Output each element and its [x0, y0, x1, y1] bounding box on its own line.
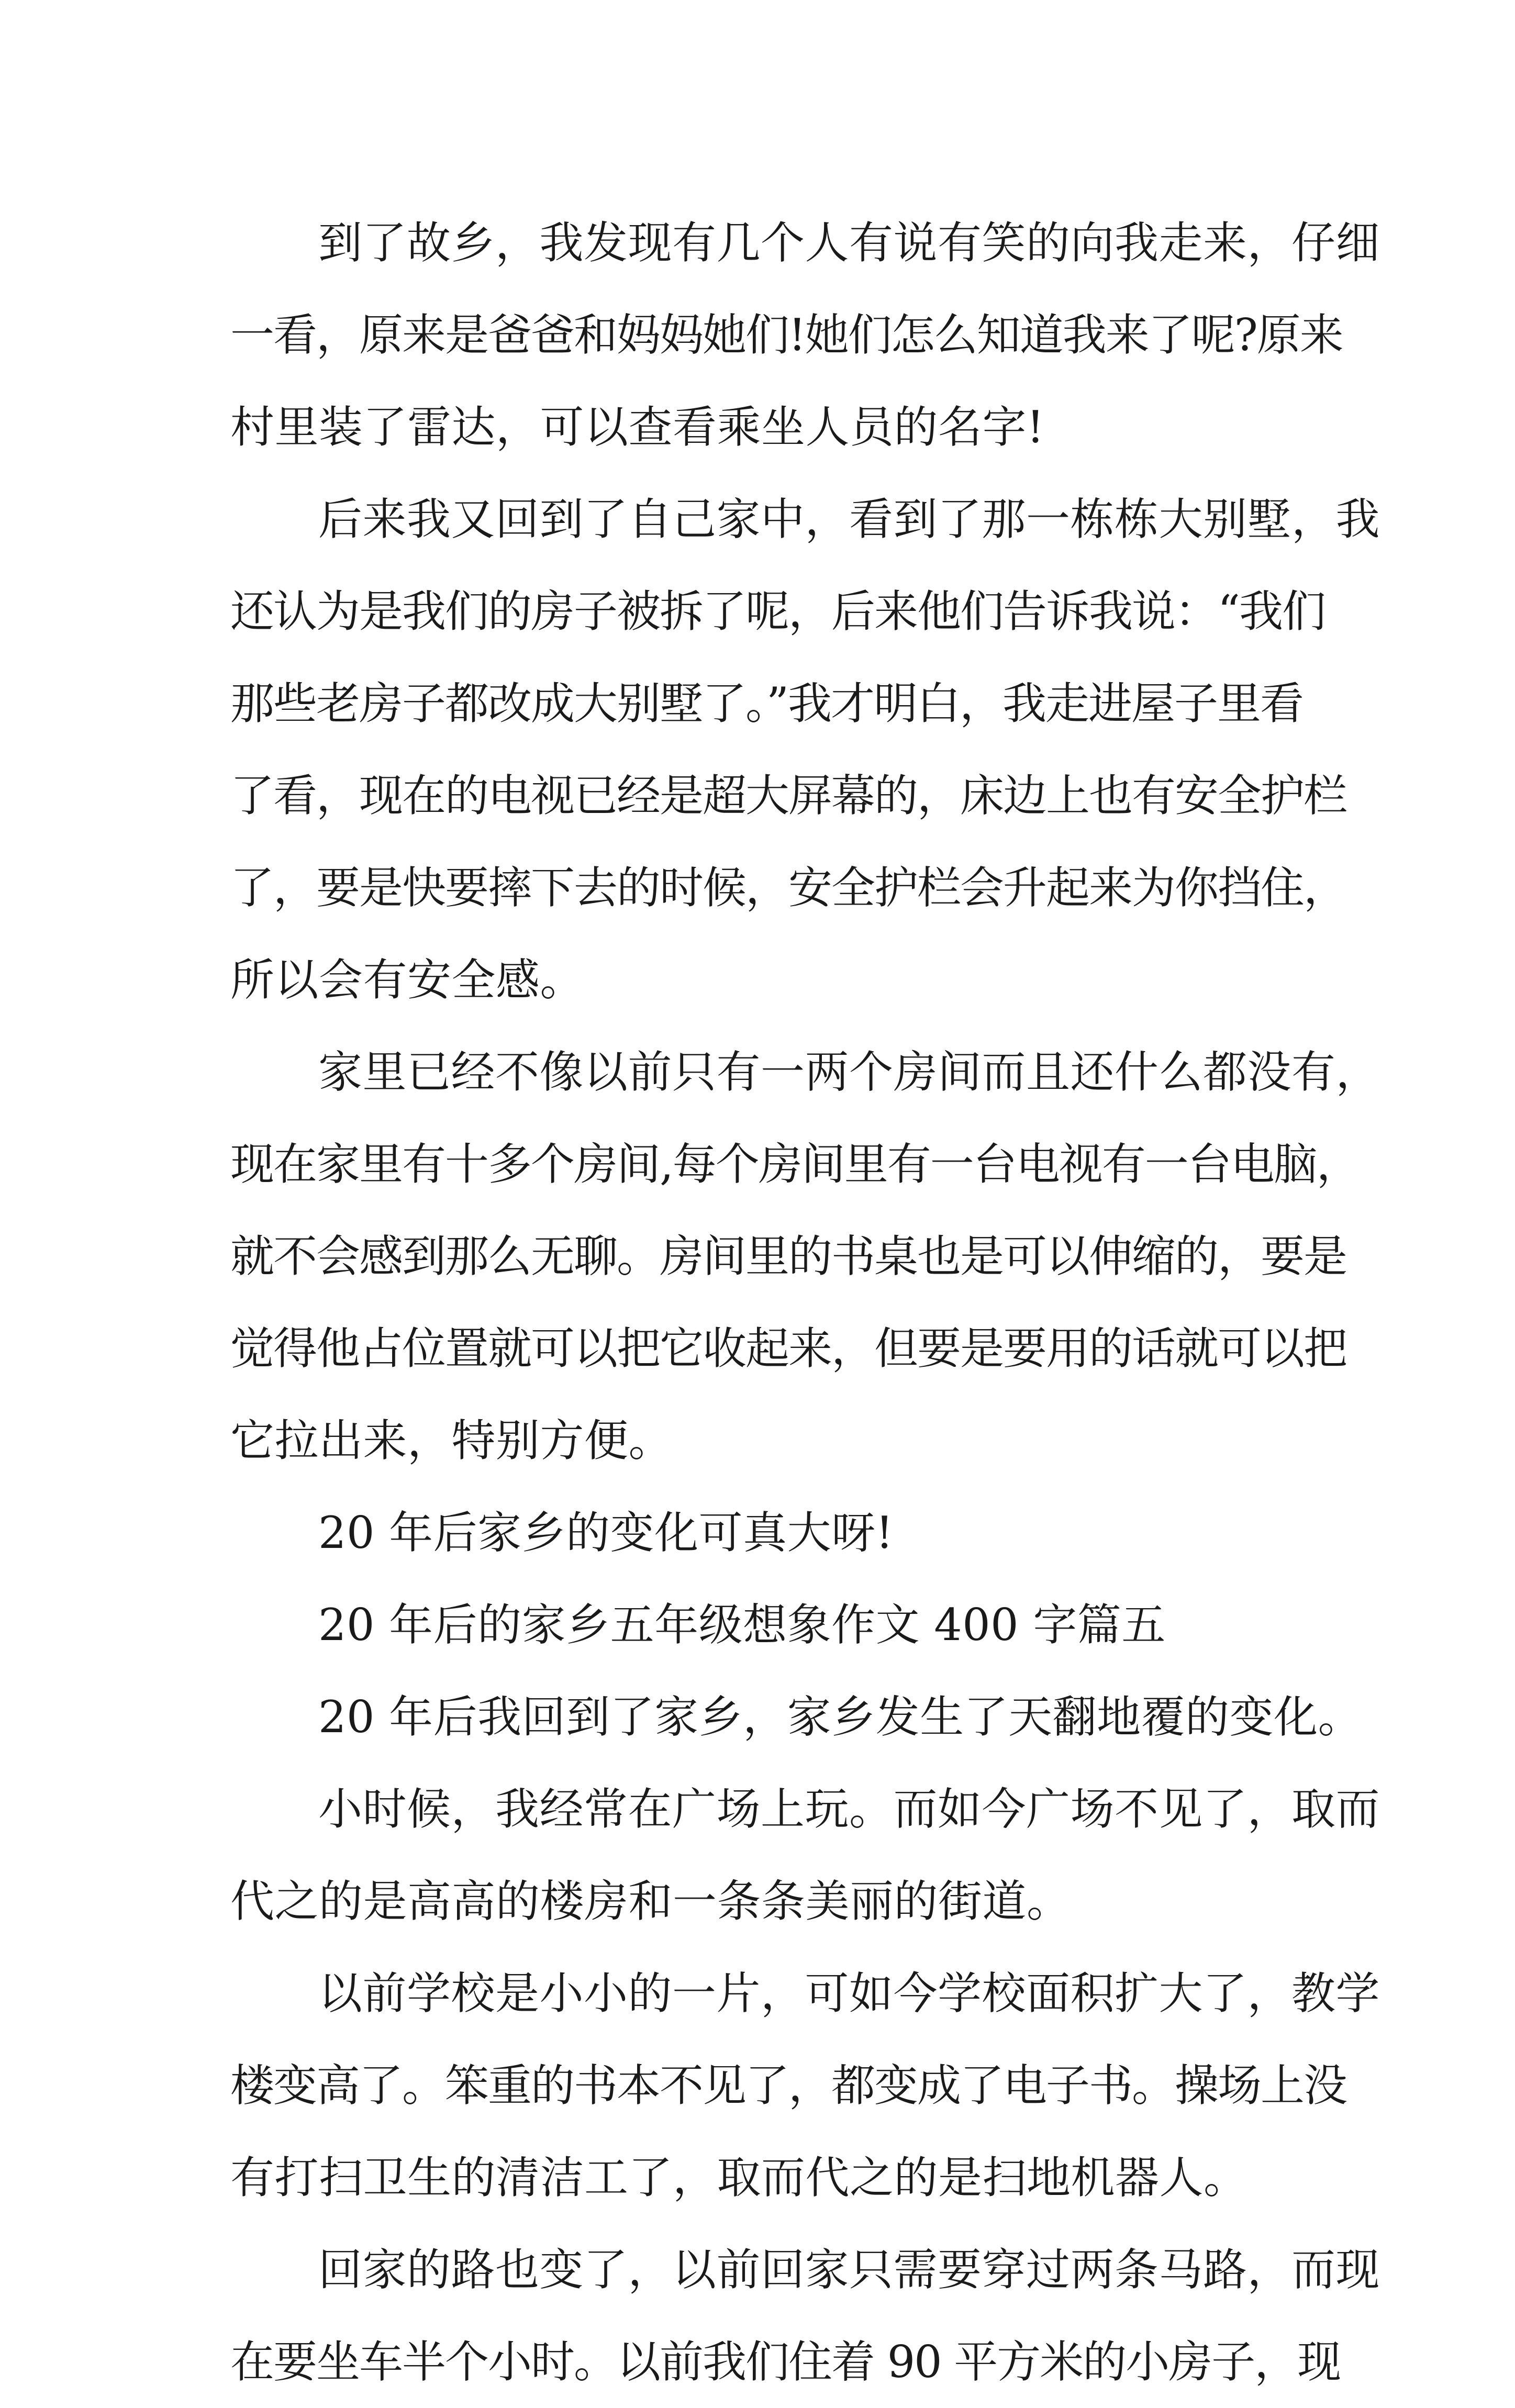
text-line: 了，要是快要摔下去的时候，安全护栏会升起来为你挡住， — [230, 862, 1347, 913]
text-line: 现在家里有十多个房间,每个房间里有一台电视有一台电脑， — [230, 1139, 1360, 1190]
text-line: 它拉出来，特别方便。 — [230, 1415, 673, 1466]
text-line: 回家的路也变了，以前回家只需要穿过两条马路，而现 — [318, 2244, 1380, 2295]
text-line: 那些老房子都改成大别墅了。”我才明白，我走进屋子里看 — [230, 678, 1303, 729]
text-line: 以前学校是小小的一片，可如今学校面积扩大了，教学 — [318, 1968, 1380, 2019]
text-line: 20 年后我回到了家乡，家乡发生了天翻地覆的变化。 — [318, 1691, 1363, 1743]
text-line: 到了故乡，我发现有几个人有说有笑的向我走来，仔细 — [318, 217, 1380, 269]
text-line: 所以会有安全感。 — [230, 954, 585, 1006]
text-line: 楼变高了。笨重的书本不见了，都变成了电子书。操场上没 — [230, 2060, 1347, 2111]
text-line: 20 年后的家乡五年级想象作文 400 字篇五 — [318, 1599, 1166, 1651]
text-line: 代之的是高高的楼房和一条条美丽的街道。 — [230, 1876, 1071, 1927]
text-line: 还认为是我们的房子被拆了呢，后来他们告诉我说：“我们 — [230, 586, 1325, 637]
text-line: 在要坐车半个小时。以前我们住着 90 平方米的小房子，现 — [230, 2336, 1341, 2388]
text-line: 一看，原来是爸爸和妈妈她们!她们怎么知道我来了呢?原来 — [230, 309, 1343, 361]
text-line: 觉得他占位置就可以把它收起来，但要是要用的话就可以把 — [230, 1323, 1347, 1374]
text-line: 家里已经不像以前只有一两个房间而且还什么都没有， — [318, 1046, 1380, 1098]
text-line: 20 年后家乡的变化可真大呀! — [318, 1507, 894, 1558]
text-line: 村里装了雷达，可以查看乘坐人员的名字! — [230, 402, 1045, 453]
text-line: 后来我又回到了自己家中，看到了那一栋栋大别墅，我 — [318, 494, 1380, 545]
text-line: 有打扫卫生的清洁工了，取而代之的是扫地机器人。 — [230, 2152, 1248, 2203]
text-line: 就不会感到那么无聊。房间里的书桌也是可以伸缩的，要是 — [230, 1231, 1347, 1282]
text-line: 了看，现在的电视已经是超大屏幕的，床边上也有安全护栏 — [230, 770, 1347, 821]
essay-body — [230, 197, 1380, 2408]
text-line: 小时候，我经常在广场上玩。而如今广场不见了，取而 — [318, 1783, 1380, 1835]
